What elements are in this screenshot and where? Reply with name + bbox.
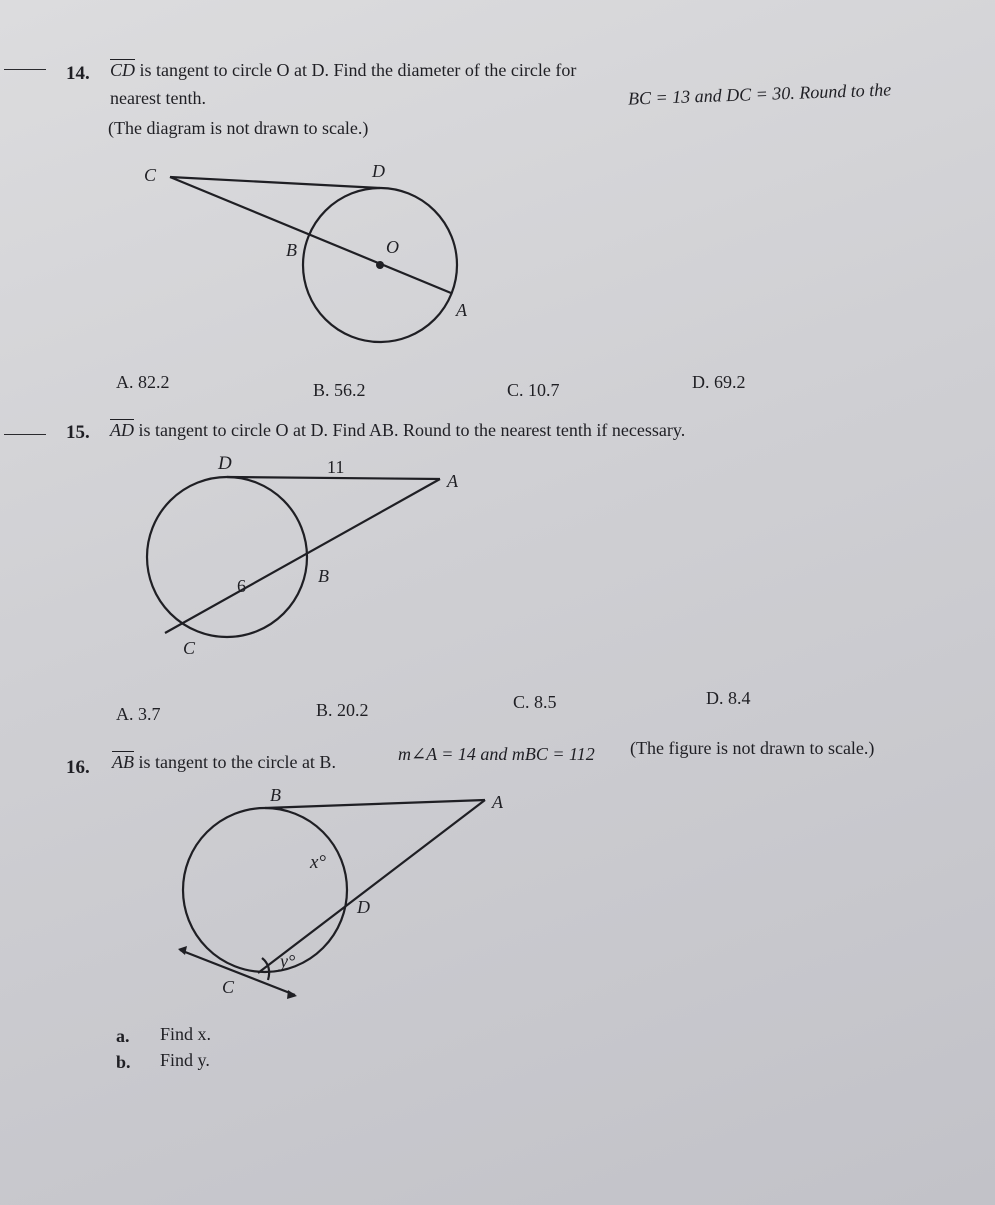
question-14-note: (The diagram is not drawn to scale.) [108, 118, 369, 138]
label-14-a: A [456, 300, 467, 320]
question-16-stem [112, 752, 336, 773]
question-15-text: is tangent to circle O at D. Find AB. Round to the nearest tenth if necessary. [138, 420, 686, 440]
segment-ab: $\overline{AB}$ [112, 752, 134, 772]
label-15-b: B [318, 566, 329, 586]
label-16-c: C [222, 977, 235, 997]
part-b-letter: b. [116, 1052, 131, 1072]
choice-15-c[interactable]: C. 8.5 [513, 692, 557, 712]
label-15-len-da: 11 [327, 457, 345, 477]
arrow-head-right [287, 990, 297, 999]
label-16-y: y° [280, 951, 296, 971]
choice-15-a[interactable]: A. 3.7 [116, 704, 161, 724]
secant-ac [165, 479, 440, 633]
center-point-o [376, 261, 384, 269]
answer-blank-15[interactable] [4, 434, 46, 435]
label-14-o: O [386, 237, 399, 257]
part-a-letter: a. [116, 1026, 130, 1046]
tangent-cd [170, 177, 380, 188]
diagram-16 [180, 800, 485, 995]
tangent-ba [265, 800, 485, 808]
label-16-d: D [357, 897, 370, 917]
label-15-d: D [218, 453, 232, 474]
question-15-stem [110, 420, 685, 441]
label-16-b: B [270, 785, 281, 805]
choice-14-a[interactable]: A. 82.2 [116, 372, 170, 392]
question-14-given: BC = 13 and DC = 30. Round to the [627, 79, 892, 109]
question-16-text: is tangent to the circle at B. [138, 752, 336, 772]
label-15-c: C [183, 638, 196, 658]
choice-15-b[interactable]: B. 20.2 [316, 700, 369, 720]
question-number-15: 15. [66, 422, 90, 443]
part-b-text: Find y. [160, 1050, 210, 1070]
question-14-line2: nearest tenth. [110, 88, 206, 108]
question-16-given: m∠A = 14 and mBC = 112 [398, 744, 595, 764]
label-15-a: A [447, 471, 458, 491]
label-15-len-bc: 6 [237, 576, 246, 596]
label-16-a: A [492, 792, 503, 812]
circle-16 [183, 808, 347, 972]
question-16-note: (The figure is not drawn to scale.) [630, 738, 875, 758]
segment-ad: $\overline{AD}$ [110, 420, 134, 440]
diagram-15 [147, 477, 440, 637]
arrow-head-left [178, 946, 187, 955]
choice-15-d[interactable]: D. 8.4 [706, 688, 751, 708]
label-16-x: x° [310, 852, 327, 873]
label-14-d: D [372, 161, 385, 181]
choice-14-d[interactable]: D. 69.2 [692, 372, 746, 392]
choice-14-b[interactable]: B. 56.2 [313, 380, 366, 400]
tangent-da [227, 477, 440, 479]
secant-ac-16 [258, 800, 485, 973]
circle-15 [147, 477, 307, 637]
question-number-16: 16. [66, 757, 90, 778]
part-a-text: Find x. [160, 1024, 212, 1044]
choice-14-c[interactable]: C. 10.7 [507, 380, 560, 400]
label-14-c: C [144, 165, 157, 185]
question-number-14: 14. [66, 63, 90, 84]
segment-cd: $\overline{CD}$ [110, 60, 136, 80]
diagram-14 [170, 177, 457, 342]
label-14-b: B [286, 240, 297, 260]
question-14-text: is tangent to circle O at D. Find the diameter of the circle for [139, 60, 577, 80]
